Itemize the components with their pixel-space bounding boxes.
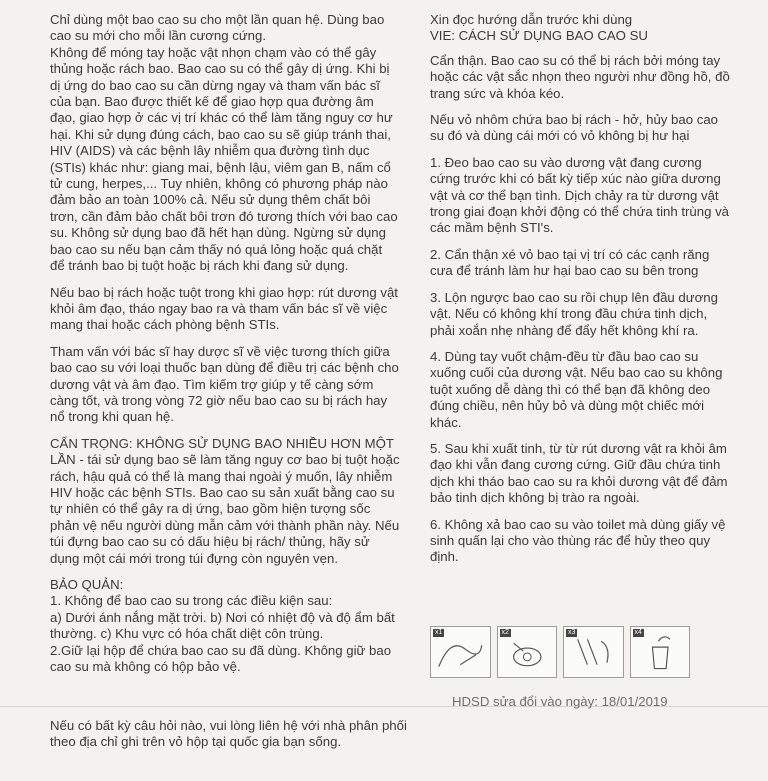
read-instructions: Xin đọc hướng dẫn trước khi dùng [430, 12, 633, 27]
step-1: 1. Đeo bao cao su vào dương vật đang cương cứng trước khi có bất kỳ tiếp xúc nào giữa dương vật và cơ thể bạn tình. Dịch chảy ra từ dương vật trong giai đoạn khởi động có thể chứa tinh trùng và các mầm bệnh STI's. [430, 154, 730, 236]
consultation-advice: Tham vấn với bác sĩ hay dược sĩ về việc tương thích giữa bao cao su với loại thuốc bạn dùng để điều trị các bệnh cho dương vật và âm đạo. Tìm kiếm trợ giúp y tế càng sớm càng tốt, và trong vòng 72 giờ nếu bao cao su bị rách hay nổ trong khi quan hệ. [50, 343, 399, 425]
illustration-step-1 [430, 626, 491, 678]
contact-note: Nếu có bất kỳ câu hỏi nào, vui lòng liên hệ với nhà phân phối theo địa chỉ ghi trên vỏ hộp tại quốc gia bạn sống. [50, 718, 407, 750]
caution-reuse: CẨN TRỌNG: KHÔNG SỬ DỤNG BAO NHIỀU HƠN MỘT LẦN - tái sử dụng bao sẽ làm tăng nguy cơ bao bị tuột hoặc rách, hậu quả có thể là mang thai ngoài ý muốn, lây nhiễm HIV hoặc các bệnh STIs. Bao cao su sản xuất bằng cao su tự nhiên có thể gây ra dị ứng, bao gồm hiện tượng sốc phản vệ nếu người dùng mẫn cảm với thành phần này. Nếu túi đựng bao cao su có dấu hiệu bị rách/ thủng, hãy sử dụng một cái mới trong túi đựng còn nguyên vẹn. [50, 435, 400, 566]
instructions-title: VIE: CÁCH SỬ DỤNG BAO CAO SU [430, 28, 648, 44]
right-column [430, 12, 730, 576]
illustration-tag: x2 [501, 629, 509, 636]
pinch-tip-icon [498, 627, 557, 677]
illustration-step-2 [497, 626, 558, 678]
dispose-icon [631, 627, 690, 677]
left-column [50, 12, 400, 685]
storage-body: 1. Không để bao cao su trong các điều kiện sau: a) Dưới ánh nắng mặt trời. b) Nơi có nhiệt độ và độ ẩm bất thường. c) Khu vực có hóa chất diệt côn trùng. 2.Giữ lại hộp để chứa bao cao su đã dùng. Không giữ bao cao su mà không có hộp bảo vệ. [50, 593, 395, 675]
condom-on-icon [431, 627, 490, 677]
step-6: 6. Không xả bao cao su vào toilet mà dùng giấy vệ sinh quấn lại cho vào thùng rác để hủy theo quy định. [430, 516, 726, 565]
general-warning: Chỉ dùng một bao cao su cho một lần quan hệ. Dùng bao cao su mới cho mỗi lần cương cứng. Không để móng tay hoặc vật nhọn chạm vào có thể gây thủng hoặc rách bao. Bao cao su có thể gây dị ứng. Khi bị dị ứng do bao cao su cần dừng ngay và tham vấn bác sĩ của bạn. Bao được thiết kế để giao hợp qua đường âm đạo, giao hợp ở các vị trí khác có thể làm tăng nguy cơ hư hại. Khi sử dụng đúng cách, bao cao su sẽ giúp tránh thai, HIV (AIDS) và các bệnh lây nhiễm qua đường tình dục (STIs) khác như: giang mai, bệnh lậu, viêm gan B, nấm cổ tử cung, herpes,... Tuy nhiên, không có phương pháp nào đảm bảo an toàn 100% cả. Nếu sử dụng thêm chất bôi trơn, cần đảm bảo chất bôi trơn đó tương thích với bao cao su. Không sử dụng bao đã hết hạn dùng. Ngừng sử dụng bao cao su nếu bạn cảm thấy nó quá lỏng hoặc quá chặt để tránh bao bị tuột hoặc bị rách khi đang sử dụng. [50, 12, 398, 274]
revision-date: HDSD sửa đổi vào ngày: 18/01/2019 [452, 694, 668, 709]
illustration-step-4 [630, 626, 691, 678]
step-2: 2. Cẩn thận xé vỏ bao tại vị trí có các cạnh răng cưa để tránh làm hư hại bao cao su bên trong [430, 246, 710, 279]
illustration-step-3 [563, 626, 624, 678]
caution-note: Cẩn thận. Bao cao su có thể bị rách bởi móng tay hoặc các vật sắc nhọn theo người như đồng hồ, đồ trang sức và khóa kéo. [430, 52, 730, 101]
illustration-tag: x1 [435, 629, 443, 636]
storage-title: BẢO QUẢN: [50, 577, 124, 592]
illustration-tag: x3 [568, 629, 576, 636]
step-3: 3. Lộn ngược bao cao su rồi chụp lên đầu dương vật. Nếu có không khí trong đầu chứa tinh dịch, phải xoắn nhẹ nhàng để đẩy hết không khí ra. [430, 289, 718, 338]
illustration-strip [430, 626, 690, 678]
torn-foil-note: Nếu vỏ nhôm chứa bao bị rách - hở, hủy bao cao su đó và dùng cái mới có vỏ không bị hư hại [430, 112, 718, 144]
torn-condom-advice: Nếu bao bị rách hoặc tuột trong khi giao hợp: rút dương vật khỏi âm đạo, tháo ngay bao ra và tham vấn bác sĩ về việc mang thai hoặc cách phòng bệnh STIs. [50, 284, 398, 333]
step-5: 5. Sau khi xuất tinh, từ từ rút dương vật ra khỏi âm đạo khi vẫn đang cương cứng. Giữ đầu chứa tinh dịch khi tháo bao cao su ra khỏi dương vật để đảm bảo tinh dịch không bị trào ra ngoài. [430, 440, 728, 506]
roll-down-icon [564, 627, 623, 677]
step-4: 4. Dùng tay vuốt chậm-đều từ đầu bao cao su xuống cuối của dương vật. Nếu bao cao su không tuột xuống dễ dàng thì có thể bạn đã không deo đúng chiều, nên hủy bỏ và dùng một chiếc mới khác. [430, 348, 723, 430]
illustration-tag: x4 [634, 629, 642, 636]
